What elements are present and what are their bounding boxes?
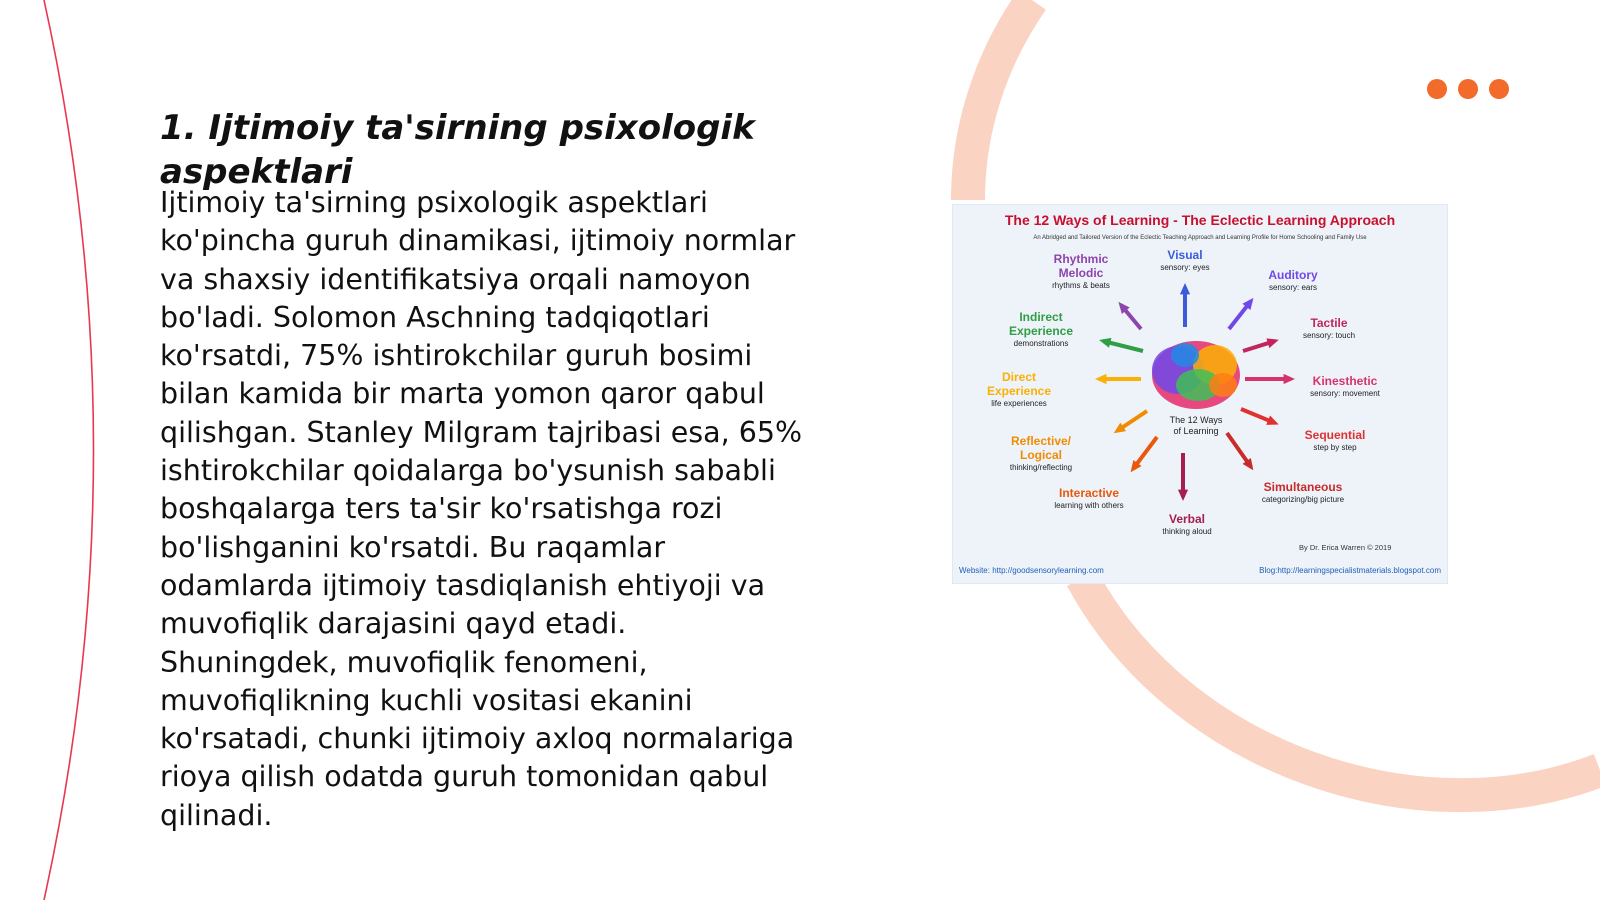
arrow-head <box>1099 338 1111 348</box>
way-description: sensory: eyes <box>1160 263 1210 272</box>
center-label-2: of Learning <box>1173 426 1219 436</box>
way-name: Visual <box>1167 248 1203 262</box>
way-description: learning with others <box>1054 501 1124 510</box>
infographic-subtitle: An Abridged and Tailored Version of the Eclectic Teaching Approach and Learning Profile for Home Schooling and Family Use <box>1033 235 1367 241</box>
way-name: Sequential <box>1304 428 1366 442</box>
way-description: sensory: movement <box>1310 389 1380 398</box>
way-description: life experiences <box>991 399 1047 408</box>
brain-illustration <box>1152 341 1240 409</box>
arrow-head <box>1180 283 1190 294</box>
slide-title: 1. Ijtimoiy ta'sirning psixologik aspektlari <box>160 108 755 192</box>
center-label-1: The 12 Ways <box>1169 415 1223 425</box>
way-name: Auditory <box>1268 268 1318 282</box>
way-name: Rhythmic <box>1053 252 1109 266</box>
way-name-line2: Experience <box>986 384 1052 398</box>
way-name: Interactive <box>1058 486 1120 500</box>
way-description: categorizing/big picture <box>1261 495 1345 504</box>
way-name: Kinesthetic <box>1312 374 1378 388</box>
arrow-head <box>1266 338 1278 348</box>
dot-1 <box>1427 79 1447 99</box>
website-link[interactable]: Website: http://goodsensorylearning.com <box>959 566 1104 575</box>
way-name: Verbal <box>1168 512 1206 526</box>
way-description: sensory: ears <box>1268 283 1318 292</box>
infographic-svg <box>953 205 1447 583</box>
arrow-head <box>1095 374 1106 384</box>
dot-2 <box>1458 79 1478 99</box>
infographic-title: The 12 Ways of Learning - The Eclectic Learning Approach <box>1004 212 1396 228</box>
decorative-dots <box>1427 79 1509 99</box>
way-name: Simultaneous <box>1263 480 1343 494</box>
way-description: demonstrations <box>1013 339 1069 348</box>
way-description: thinking/reflecting <box>1009 463 1073 472</box>
left-edge-curve <box>44 0 94 900</box>
arrow-head <box>1178 490 1188 501</box>
slide-body-text: Ijtimoiy ta'sirning psixologik aspektlari ko'pincha guruh dinamikasi, ijtimoiy normlar va shaxsiy identifikatsiya orqali namoyon bo'ladi. Solomon Aschning tadqiqotlari ko'rsatdi, 75% ishtirokchilar guruh bosimi bilan kamida bir marta yomon qaror qabul qilishgan. Stanley Milgram tajribasi esa, 65% ishtirokchilar qoidalarga bo'ysunish sababli boshqalarga ters ta'sir ko'rsatishga rozi bo'lishganini ko'rsatdi. Bu raqamlar odamlarda ijtimoiy tasdiqlanish ehtiyoji va muvofiqlik darajasini qayd etadi. Shuningdek, muvofiqlik fenomeni, muvofiqlikning kuchli vositasi ekanini ko'rsatadi, chunki ijtimoiy axloq normalariga rioya qilish odatda guruh tomonidan qabul qilinadi. <box>160 186 803 832</box>
credit-text: By Dr. Erica Warren © 2019 <box>1299 543 1392 552</box>
arrow-head <box>1284 374 1295 384</box>
way-name-line2: Experience <box>1008 324 1074 338</box>
way-name: Direct <box>1001 370 1037 384</box>
way-name: Indirect <box>1019 310 1063 324</box>
blog-link[interactable]: Blog:http://learningspecialistmaterials.blogspot.com <box>1259 566 1441 575</box>
way-name-line2: Logical <box>1019 448 1063 462</box>
learning-infographic <box>952 204 1448 584</box>
way-description: rhythms & beats <box>1052 281 1110 290</box>
dot-3 <box>1489 79 1509 99</box>
way-name: Tactile <box>1310 316 1348 330</box>
way-name-line2: Melodic <box>1058 266 1104 280</box>
way-description: sensory: touch <box>1302 331 1356 340</box>
ring-arc-bottom <box>1082 578 1600 795</box>
ring-arc-top <box>968 0 1032 200</box>
way-description: thinking aloud <box>1162 527 1212 536</box>
way-description: step by step <box>1313 443 1357 452</box>
way-name: Reflective/ <box>1010 434 1072 448</box>
